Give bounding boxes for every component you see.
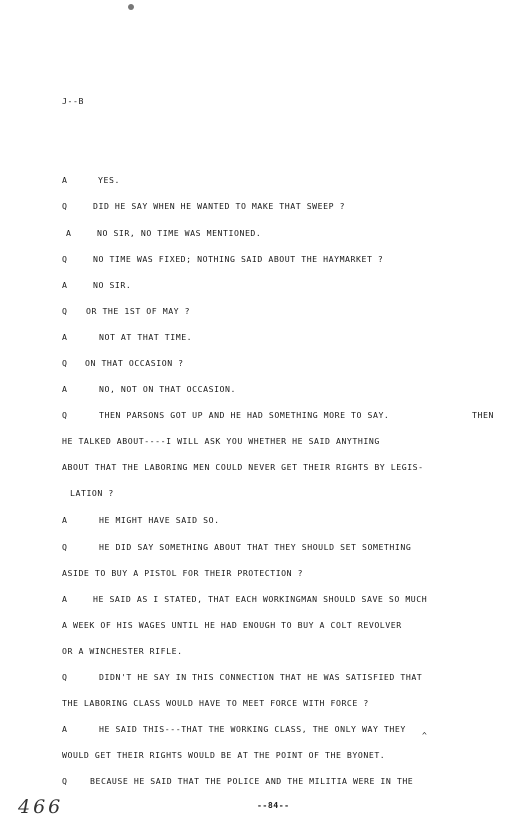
line-text: YES. [98,175,120,185]
line-text: DID HE SAY WHEN HE WANTED TO MAKE THAT SWEEP ? [93,201,346,211]
line-text: ASIDE TO BUY A PISTOL FOR THEIR PROTECTION ? [62,568,304,578]
line-text: ABOUT THAT THE LABORING MEN COULD NEVER GET THEIR RIGHTS BY LEGIS- [62,462,424,472]
ink-speck [128,4,134,10]
speaker-label: Q [62,542,68,552]
line-text: LATION ? [70,488,114,498]
speaker-label: Q [62,201,68,211]
speaker-label: A [62,724,68,734]
line-text: ON THAT OCCASION ? [85,358,184,368]
speaker-label: A [62,515,68,525]
line-text: NO, NOT ON THAT OCCASION. [99,384,236,394]
line-text: THEN PARSONS GOT UP AND HE HAD SOMETHING MORE TO SAY. [99,410,390,420]
speaker-label: Q [62,358,68,368]
speaker-label: A [62,594,68,604]
insertion-caret: ^ [422,731,427,740]
speaker-label: A [62,175,68,185]
line-text: DIDN'T HE SAY IN THIS CONNECTION THAT HE WAS SATISFIED THAT [99,672,423,682]
speaker-label: A [62,332,68,342]
line-text: WOULD GET THEIR RIGHTS WOULD BE AT THE POINT OF THE BYONET. [62,750,386,760]
line-text: HE SAID THIS---THAT THE WORKING CLASS, THE ONLY WAY THEY [99,724,406,734]
line-text: HE SAID AS I STATED, THAT EACH WORKINGMAN SHOULD SAVE SO MUCH [93,594,428,604]
line-tail: THEN [472,410,494,420]
speaker-label: A [62,280,68,290]
document-header [62,96,84,106]
line-text: THE LABORING CLASS WOULD HAVE TO MEET FORCE WITH FORCE ? [62,698,369,708]
line-text: HE TALKED ABOUT----I WILL ASK YOU WHETHER HE SAID ANYTHING [62,436,380,446]
page-number: --84-- [257,800,290,810]
line-text: NO SIR, NO TIME WAS MENTIONED. [97,228,262,238]
line-text: OR THE 1ST OF MAY ? [86,306,191,316]
line-text: NO TIME WAS FIXED; NOTHING SAID ABOUT THE HAYMARKET ? [93,254,384,264]
line-text: A WEEK OF HIS WAGES UNTIL HE HAD ENOUGH TO BUY A COLT REVOLVER [62,620,402,630]
line-text: OR A WINCHESTER RIFLE. [62,646,183,656]
line-text: BECAUSE HE SAID THAT THE POLICE AND THE MILITIA WERE IN THE [90,776,414,786]
line-text: NO SIR. [93,280,132,290]
speaker-label: A [66,228,72,238]
handwritten-page-number: 466 [18,796,64,818]
speaker-label: Q [62,306,68,316]
speaker-label: Q [62,410,68,420]
speaker-label: Q [62,672,68,682]
speaker-label: Q [62,254,68,264]
line-text: HE DID SAY SOMETHING ABOUT THAT THEY SHOULD SET SOMETHING [99,542,412,552]
line-text: HE MIGHT HAVE SAID SO. [99,515,220,525]
speaker-label: A [62,384,68,394]
line-text: NOT AT THAT TIME. [99,332,193,342]
document-ref: J--B [62,96,84,106]
speaker-label: Q [62,776,68,786]
